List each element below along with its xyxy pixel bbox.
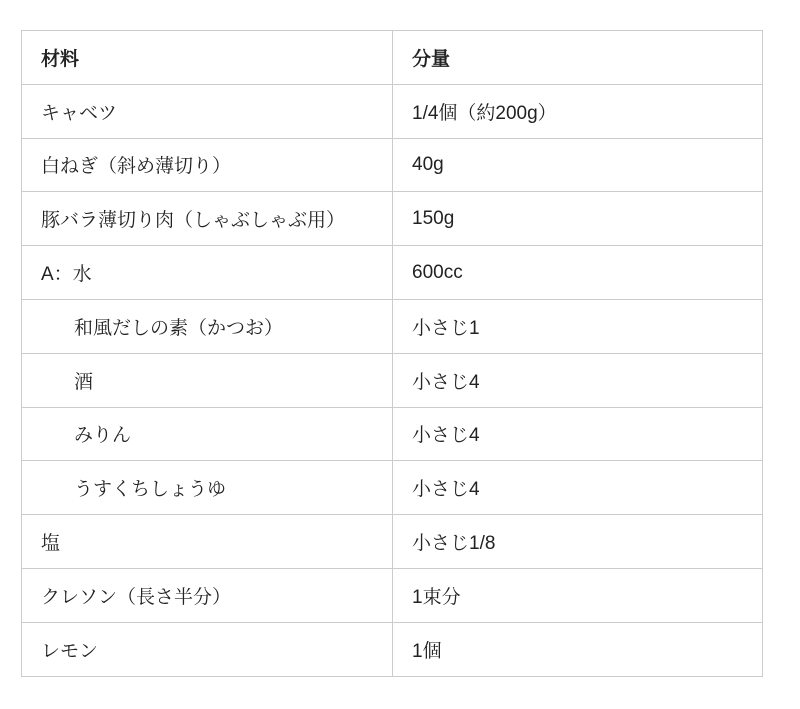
ingredient-cell: 酒 [22,353,393,407]
table-row [22,192,763,246]
table-header-row [22,31,763,85]
amount-cell: 小さじ4 [393,407,763,461]
table-row [22,84,763,138]
table-row [22,568,763,622]
ingredient-cell: 塩 [22,515,393,569]
amount-cell: 1/4個（約200g） [393,84,763,138]
table-row [22,515,763,569]
table-row [22,246,763,300]
ingredients-table [21,30,763,677]
table-row [22,299,763,353]
amount-cell: 小さじ1 [393,299,763,353]
ingredient-cell: キャベツ [22,84,393,138]
table-row [22,622,763,676]
amount-cell: 小さじ4 [393,461,763,515]
amount-column-header: 分量 [393,31,763,85]
ingredient-cell: 豚バラ薄切り肉（しゃぶしゃぶ用） [22,192,393,246]
table-row [22,461,763,515]
ingredient-cell: クレソン（長さ半分） [22,568,393,622]
ingredient-column-header: 材料 [22,31,393,85]
amount-cell: 小さじ4 [393,353,763,407]
amount-cell: 1個 [393,622,763,676]
ingredient-cell: A：水 [22,246,393,300]
amount-cell: 600cc [393,246,763,300]
ingredient-cell: レモン [22,622,393,676]
ingredient-cell: みりん [22,407,393,461]
table-row [22,138,763,192]
amount-cell: 150g [393,192,763,246]
amount-cell: 1束分 [393,568,763,622]
ingredient-cell: 白ねぎ（斜め薄切り） [22,138,393,192]
amount-cell: 40g [393,138,763,192]
table-row [22,407,763,461]
ingredient-cell: 和風だしの素（かつお） [22,299,393,353]
amount-cell: 小さじ1/8 [393,515,763,569]
table-row [22,353,763,407]
ingredient-cell: うすくちしょうゆ [22,461,393,515]
